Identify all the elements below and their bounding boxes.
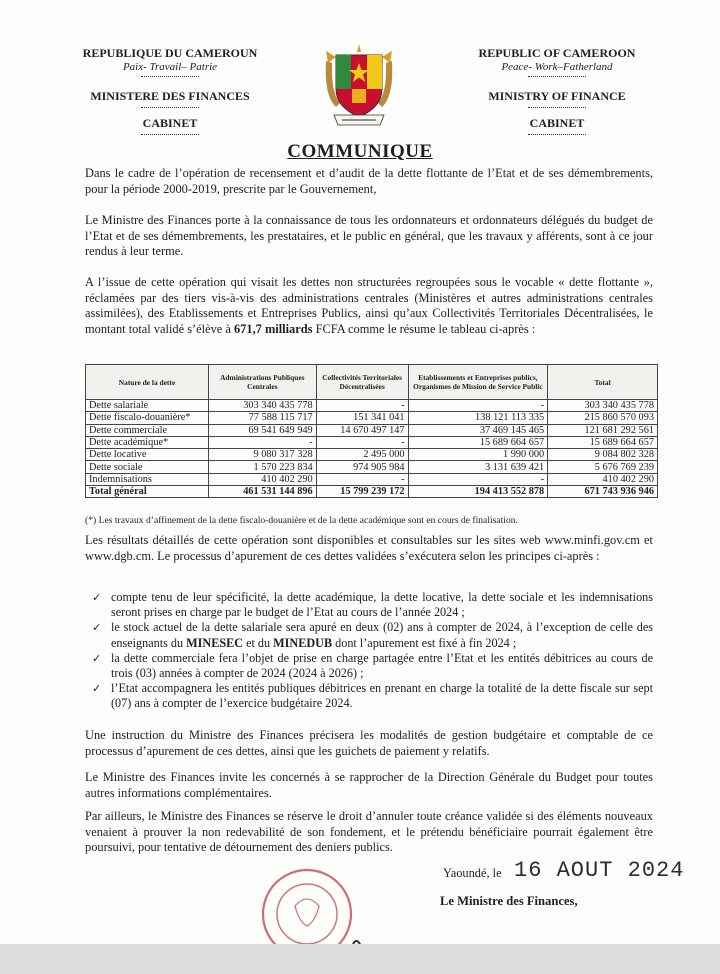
paragraph-announcement: Le Ministre des Finances porte à la connaissance de tous les ordonnateurs et ordonnateurs délégués du budget de l’Etat et de ses démembrements, les prestataires, et le public en général, que les travaux y afférents, sont à ce jour rendus à leur terme. (85, 213, 653, 258)
ministry-name-fr: MINISTERE DES FINANCES (90, 89, 250, 104)
table-cell: 9 084 802 328 (548, 449, 658, 461)
website-link-dgb[interactable]: www.dgb.cm (85, 548, 151, 563)
divider (528, 76, 586, 77)
column-header: Nature de la dette (86, 365, 209, 400)
table-cell: Dette commerciale (86, 424, 209, 436)
table-cell: 215 860 570 093 (548, 412, 658, 424)
date-stamp: 16 AOUT 2024 (514, 858, 685, 883)
table-cell: 5 676 769 239 (548, 461, 658, 473)
motto-fr: Paix- Travail– Patrie (122, 60, 218, 73)
table-cell: 303 340 435 778 (548, 400, 658, 412)
check-icon: ✓ (92, 651, 102, 665)
divider (141, 107, 199, 108)
list-item-text: l’Etat accompagnera les entités publiques débitrices en prenant en charge la totalité de la dette fiscale sur sept (07) ans à compter de l’exercice budgétaire 2024. (111, 681, 653, 711)
country-name-en: REPUBLIC OF CAMEROON (478, 46, 636, 60)
header-left (45, 47, 295, 135)
paragraph-warning: Par ailleurs, le Ministre des Finances se réserve le droit d’annuler toute créance validée si des éléments nouveaux venaient à prouver la non redevabilité de son fondement, et le prétendu bénéficiaire pourrait également être poursuivi, pour tentative de détournement des deniers publics. (85, 809, 653, 854)
check-icon: ✓ (92, 682, 102, 696)
table-cell: 37 469 145 465 (408, 424, 548, 436)
divider (141, 76, 199, 77)
check-icon: ✓ (92, 621, 102, 635)
ministry-acronym: MINESEC (186, 635, 244, 650)
table-row (86, 412, 658, 424)
list-item-text: le stock actuel de la dette salariale sera apuré en deux (02) ans à compter de 2024, à l’exception de celle des enseignants du (111, 620, 653, 650)
signer-title: Le Ministre des Finances, (440, 894, 578, 908)
table-cell: Dette académique* (86, 436, 209, 448)
table-row (86, 449, 658, 461)
results-text-join: et (639, 533, 653, 547)
table-cell: 3 131 639 421 (408, 461, 548, 473)
list-item (85, 681, 653, 711)
table-row (86, 473, 658, 485)
column-header: Administrations Publiques Centrales (208, 365, 316, 400)
table-cell: - (316, 400, 408, 412)
table-cell: 121 681 292 561 (548, 424, 658, 436)
table-cell: 69 541 649 949 (208, 424, 316, 436)
ministry-acronym: MINEDUB (273, 635, 333, 650)
divider (528, 134, 586, 135)
list-item (85, 590, 653, 620)
paragraph-context: Dans le cadre de l’opération de recensement et d’audit de la dette flottante de l’Etat et de ses démembrements, pour la période 2000-2019, prescrite par le Gouvernement, (85, 166, 653, 196)
results-text-end: . Le processus d’apurement de ces dettes validées s’exécutera selon les principes ci-après : (150, 548, 600, 563)
list-item-text: dont l’apurement est fixé à fin 2024 ; (332, 635, 517, 650)
website-link-minfi[interactable]: www.minfi.gov.cm (544, 533, 640, 547)
table-footnote: (*) Les travaux d’affinement de la dette fiscalo-douanière et de la dette académique sont en cours de finalisation. (85, 515, 518, 526)
divider (528, 107, 586, 108)
table-cell: 974 905 984 (316, 461, 408, 473)
list-item (85, 651, 653, 681)
table-row (86, 436, 658, 448)
table-cell: 151 341 041 (316, 412, 408, 424)
table-cell: - (408, 473, 548, 485)
paragraph-instruction: Une instruction du Ministre des Finances précisera les modalités de gestion budgétaire et comptable de ce processus d’apurement de ces dettes, ainsi que les guichets de paiement y relatifs. (85, 728, 653, 758)
table-cell: 15 689 664 657 (548, 436, 658, 448)
table-cell: Total général (86, 486, 209, 498)
table-cell: 410 402 290 (208, 473, 316, 485)
column-header: Etablissements et Entreprises publics, Organismes de Mission de Service Public (408, 365, 548, 400)
table-cell: 1 570 223 834 (208, 461, 316, 473)
bottom-shadow-band (0, 944, 720, 974)
list-item (85, 620, 653, 650)
office-name-en: CABINET (529, 116, 585, 131)
results-text: Les résultats détaillés de cette opération sont disponibles et consultables sur les sites web (85, 533, 545, 547)
table-cell: 671 743 936 946 (548, 486, 658, 498)
column-header: Collectivités Territoriales Décentralisées (316, 365, 408, 400)
table-cell: 14 670 497 147 (316, 424, 408, 436)
motto-en: Peace- Work–Fatherland (501, 60, 613, 73)
total-amount: 671,7 milliards (233, 321, 313, 336)
office-name-fr: CABINET (142, 116, 198, 131)
list-item-text: compte tenu de leur spécificité, la dette académique, la dette locative, la dette sociale et les indemnisations seront prises en charge par le budget de l’Etat au cours de l’année 2024 ; (111, 590, 653, 620)
check-icon: ✓ (92, 591, 102, 604)
coat-of-arms-icon (322, 41, 396, 133)
list-item-text: et du (243, 635, 274, 650)
paragraph-summary (85, 275, 653, 337)
paragraph-results (85, 533, 653, 564)
paragraph-contact: Le Ministre des Finances invite les concernés à se rapprocher de la Direction Générale du Budget pour toutes autres informations complémentaires. (85, 770, 653, 800)
table-cell: 194 413 552 878 (408, 486, 548, 498)
column-header: Total (548, 365, 658, 400)
table-cell: 461 531 144 896 (208, 486, 316, 498)
summary-text-end: FCFA comme le résume le tableau ci-après : (312, 321, 536, 336)
ministry-name-en: MINISTRY OF FINANCE (488, 89, 626, 104)
table-cell: Dette salariale (86, 400, 209, 412)
table-cell: Indemnisations (86, 473, 209, 485)
table-cell: 1 990 000 (408, 449, 548, 461)
table-total-row (86, 486, 658, 498)
table-row (86, 461, 658, 473)
table-cell: Dette fiscalo-douanière* (86, 412, 209, 424)
table-cell: - (208, 436, 316, 448)
divider (141, 134, 199, 135)
table-cell: - (316, 436, 408, 448)
signature-place: Yaoundé, le (443, 866, 502, 880)
country-name-fr: REPUBLIQUE DU CAMEROUN (82, 46, 258, 60)
summary-text: A l’issue de cette opération qui visait les dettes non structurées regroupées sous le vocable « dette flottante », réclamées par des tiers vis-à-vis des administrations centrales (Ministères et autres administrations centrales assimilées), des Etablissements et Entreprises Publics, ainsi qu’aux Collectivités Territoriales Décentralisées, le montant total validé s’élève à (85, 275, 653, 336)
table-cell: 77 588 115 717 (208, 412, 316, 424)
table-cell: - (316, 473, 408, 485)
table-cell: 138 121 113 335 (408, 412, 548, 424)
debt-summary-table (85, 364, 658, 498)
table-cell: Dette locative (86, 449, 209, 461)
table-cell: 2 495 000 (316, 449, 408, 461)
table-cell: Dette sociale (86, 461, 209, 473)
table-cell: - (408, 400, 548, 412)
table-row (86, 400, 658, 412)
table-cell: 9 080 317 328 (208, 449, 316, 461)
table-header-row (86, 365, 658, 400)
header-right (432, 47, 682, 135)
document-title: COMMUNIQUE (287, 141, 433, 162)
table-cell: 15 799 239 172 (316, 486, 408, 498)
principles-list (85, 590, 653, 712)
table-row (86, 424, 658, 436)
list-item-text: la dette commerciale fera l’objet de prise en charge partagée entre l’Etat et les entités débitrices au cours de trois (03) années à compter de 2024 (2024 à 2026) ; (111, 650, 653, 681)
table-cell: 410 402 290 (548, 473, 658, 485)
table-cell: 303 340 435 778 (208, 400, 316, 412)
table-cell: 15 689 664 657 (408, 436, 548, 448)
